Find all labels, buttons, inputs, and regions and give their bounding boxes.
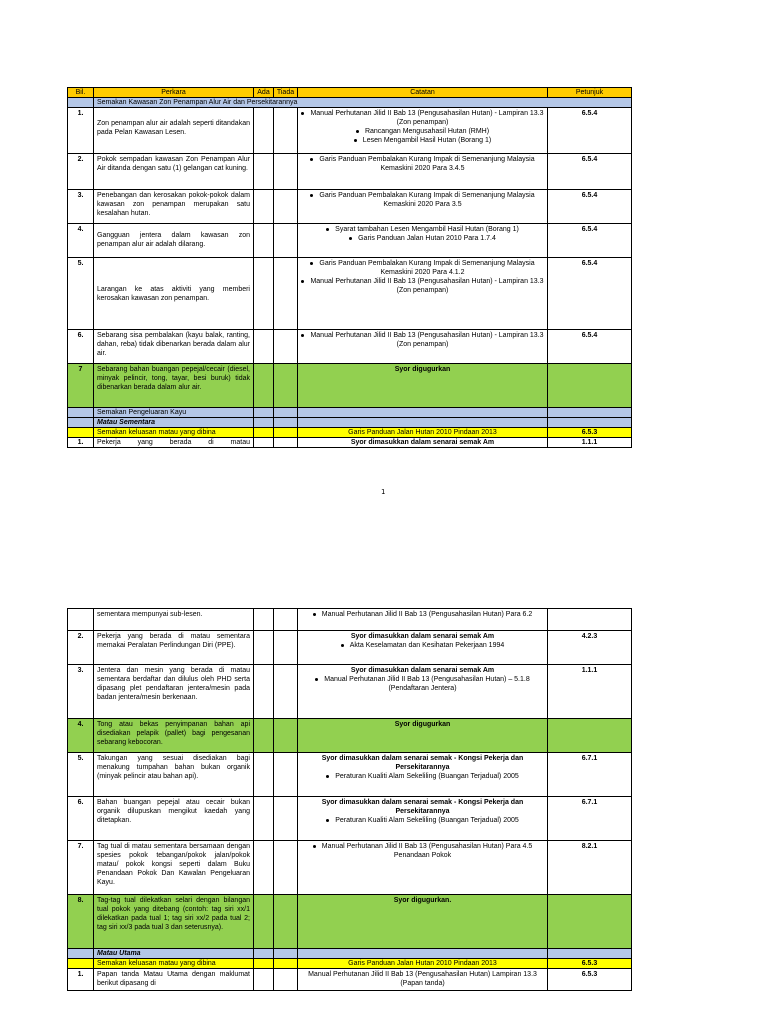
- header-tiada: Tiada: [274, 88, 298, 98]
- tiada-cell[interactable]: [274, 609, 298, 631]
- tiada-cell[interactable]: [274, 438, 298, 448]
- header-petunjuk: Petunjuk: [548, 88, 632, 98]
- tiada-cell[interactable]: [274, 895, 298, 949]
- table-row: Semakan keluasan matau yang dibina Garis Panduan Jalan Hutan 2010 Pindaan 2013 6.5.3: [68, 428, 632, 438]
- ada-cell[interactable]: [254, 364, 274, 408]
- section-title: Semakan Pengeluaran Kayu: [94, 408, 254, 418]
- subsection-header: [68, 418, 632, 428]
- tiada-cell[interactable]: [274, 841, 298, 895]
- checklist-table-page-1: [67, 87, 632, 448]
- tiada-cell[interactable]: [274, 224, 298, 258]
- table-row: 8. Tag-tag tual dilekatkan selari dengan bilangan tual pokok yang ditebang (contoh: tag siri xx/1 dilekatkan pada tual 1; tag siri xx/2 pada tual 2; tag siri xx/3 pada tual 3 dan seterusnya). Syor digugurkan.: [68, 895, 632, 949]
- table-row: 3. Penebangan dan kerosakan pokok-pokok dalam kawasan zon penampan merupakan satu kesalahan hutan. Garis Panduan Pembalakan Kurang Impak di Semenanjung Malaysia Kemaskini 2020 Para 3.5 6.5.4: [68, 190, 632, 224]
- page-number: 1: [381, 488, 386, 496]
- table-row: 1. Pekerja yang berada di matau Syor dimasukkan dalam senarai semak Am 1.1.1: [68, 438, 632, 448]
- ada-cell[interactable]: [254, 753, 274, 797]
- tiada-cell[interactable]: [274, 665, 298, 719]
- ada-cell[interactable]: [254, 330, 274, 364]
- table-row: 1. Zon penampan alur air adalah seperti ditandakan pada Pelan Kawasan Lesen. Manual Perhutanan Jilid II Bab 13 (Pengusahasilan Hutan) - Lampiran 13.3 (Zon penampan) Rancangan Mengusahasil Hutan (RMH) Lesen Mengambil Hasil Hutan (Borang 1) 6.5.4: [68, 108, 632, 154]
- header-ada: Ada: [254, 88, 274, 98]
- table-row: 4. Tong atau bekas penyimpanan bahan api disediakan pelapik (pallet) bagi pengesanan sebarang kebocoran. Syor digugurkan: [68, 719, 632, 753]
- header-bil: Bil.: [68, 88, 94, 98]
- tiada-cell[interactable]: [274, 364, 298, 408]
- ada-cell[interactable]: [254, 959, 274, 969]
- header-catatan: Catatan: [298, 88, 548, 98]
- ada-cell[interactable]: [254, 631, 274, 665]
- tiada-cell[interactable]: [274, 154, 298, 190]
- ada-cell[interactable]: [254, 841, 274, 895]
- tiada-cell[interactable]: [274, 959, 298, 969]
- tiada-cell[interactable]: [274, 797, 298, 841]
- ada-cell[interactable]: [254, 609, 274, 631]
- table-row: sementara mempunyai sub-lesen. Manual Perhutanan Jilid II Bab 13 (Pengusahasilan Hutan) Para 6.2: [68, 609, 632, 631]
- table-row: 2. Pekerja yang berada di matau sementara memakai Peralatan Perlindungan Diri (PPE). Syor dimasukkan dalam senarai semak Am Akta Keselamatan dan Kesihatan Pekerjaan 1994 4.2.3: [68, 631, 632, 665]
- ada-cell[interactable]: [254, 108, 274, 154]
- ada-cell[interactable]: [254, 797, 274, 841]
- ada-cell[interactable]: [254, 428, 274, 438]
- table-row: 4. Gangguan jentera dalam kawasan zon penampan alur air adalah dilarang. Syarat tambahan Lesen Mengambil Hasil Hutan (Borang 1) Garis Panduan Jalan Hutan 2010 Para 1.7.4 6.5.4: [68, 224, 632, 258]
- table-row: 3. Jentera dan mesin yang berada di matau sementara berdaftar dan dilulus oleh PHD serta dipasang plet pendaftaran jentera/mesin pada badan jentera/mesin berkenaan. Syor dimasukkan dalam senarai semak Am Manual Perhutanan Jilid II Bab 13 (Pengusahasilan Hutan) – 5.1.8 (Pendaftaran Jentera) 1.1.1: [68, 665, 632, 719]
- tiada-cell[interactable]: [274, 753, 298, 797]
- subsection-header: [68, 949, 632, 959]
- table-row: 2. Pokok sempadan kawasan Zon Penampan Alur Air ditanda dengan satu (1) gelangan cat kuning. Garis Panduan Pembalakan Kurang Impak di Semenanjung Malaysia Kemaskini 2020 Para 3.4.5 6.5.4: [68, 154, 632, 190]
- table-row: 7 Sebarang bahan buangan pepejal/cecair (diesel, minyak pelincir, tong, tayar, besi buruk) tidak dibenarkan berada dalam alur air. Syor digugurkan: [68, 364, 632, 408]
- header-perkara: Perkara: [94, 88, 254, 98]
- tiada-cell[interactable]: [274, 719, 298, 753]
- table-header: [68, 88, 632, 98]
- section-title: Semakan Kawasan Zon Penampan Alur Air dan Persekitarannya: [94, 98, 632, 108]
- subsection-title: Matau Utama: [94, 949, 254, 959]
- tiada-cell[interactable]: [274, 631, 298, 665]
- subsection-title: Matau Sementara: [94, 418, 254, 428]
- tiada-cell[interactable]: [274, 258, 298, 330]
- ada-cell[interactable]: [254, 438, 274, 448]
- ada-cell[interactable]: [254, 190, 274, 224]
- table-row: 6. Bahan buangan pepejal atau cecair bukan organik dilupuskan mengikut kaedah yang ditetapkan. Syor dimasukkan dalam senarai semak - Kongsi Pekerja dan Persekitarannya Peraturan Kualiti Alam Sekeliling (Buangan Terjadual) 2005 6.7.1: [68, 797, 632, 841]
- table-row: 6. Sebarang sisa pembalakan (kayu balak, ranting, dahan, reba) tidak dibenarkan berada dalam alur air. Manual Perhutanan Jilid II Bab 13 (Pengusahasilan Hutan) - Lampiran 13.3 (Zon penampan) 6.5.4: [68, 330, 632, 364]
- tiada-cell[interactable]: [274, 428, 298, 438]
- table-row: 1. Papan tanda Matau Utama dengan maklumat berikut dipasang di Manual Perhutanan Jilid II Bab 13 (Pengusahasilan Hutan) Lampiran 13.3 (Papan tanda) 6.5.3: [68, 969, 632, 991]
- table-row: 5. Larangan ke atas aktiviti yang memberi kerosakan kawasan zon penampan. Garis Panduan Pembalakan Kurang Impak di Semenanjung Malaysia Kemaskini 2020 Para 4.1.2 Manual Perhutanan Jilid II Bab 13 (Pengusahasilan Hutan) - Lampiran 13.3 (Zon penampan) 6.5.4: [68, 258, 632, 330]
- tiada-cell[interactable]: [274, 108, 298, 154]
- table-row: 7. Tag tual di matau sementara bersamaan dengan spesies pokok tebangan/pokok jalan/pokok matau/ pokok kongsi seperti dalam Buku Penandaan Pokok Dan Kawalan Pengeluaran Kayu. Manual Perhutanan Jilid II Bab 13 (Pengusahasilan Hutan) Para 4.5 Penandaan Pokok 8.2.1: [68, 841, 632, 895]
- table-row: 5. Takungan yang sesuai disediakan bagi menakung tumpahan bahan bukan organik (minyak pelincir atau bahan api). Syor dimasukkan dalam senarai semak - Kongsi Pekerja dan Persekitarannya Peraturan Kualiti Alam Sekeliling (Buangan Terjadual) 2005 6.7.1: [68, 753, 632, 797]
- tiada-cell[interactable]: [274, 969, 298, 991]
- ada-cell[interactable]: [254, 719, 274, 753]
- ada-cell[interactable]: [254, 665, 274, 719]
- ada-cell[interactable]: [254, 224, 274, 258]
- tiada-cell[interactable]: [274, 190, 298, 224]
- ada-cell[interactable]: [254, 258, 274, 330]
- tiada-cell[interactable]: [274, 330, 298, 364]
- section-header: [68, 408, 632, 418]
- table-row: Semakan keluasan matau yang dibina Garis Panduan Jalan Hutan 2010 Pindaan 2013 6.5.3: [68, 959, 632, 969]
- section-header: [68, 98, 632, 108]
- ada-cell[interactable]: [254, 154, 274, 190]
- checklist-table-page-2: [67, 608, 632, 991]
- ada-cell[interactable]: [254, 969, 274, 991]
- ada-cell[interactable]: [254, 895, 274, 949]
